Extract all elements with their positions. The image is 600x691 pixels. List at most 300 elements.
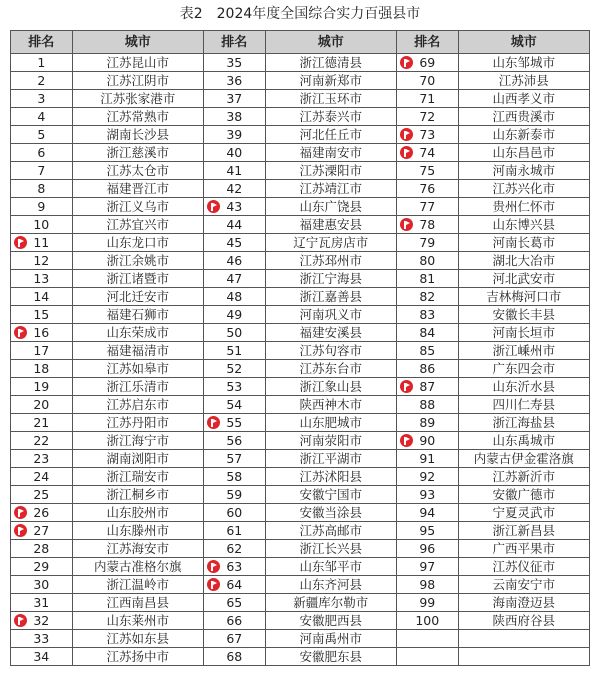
table-row — [11, 576, 590, 594]
city-cell: 江苏高邮市 — [265, 522, 396, 540]
rank-cell — [11, 576, 73, 594]
rank-value: 83 — [419, 307, 436, 322]
rank-value: 50 — [226, 325, 243, 340]
rank-value: 100 — [415, 613, 440, 628]
table-row — [11, 180, 590, 198]
table-row — [11, 378, 590, 396]
rank-value: 92 — [419, 469, 436, 484]
rank-value: 6 — [37, 145, 46, 160]
rank-value: 12 — [33, 253, 50, 268]
rank-cell — [203, 216, 265, 234]
city-cell: 福建惠安县 — [265, 216, 396, 234]
city-cell: 江苏扬中市 — [72, 648, 203, 666]
rank-cell — [11, 144, 73, 162]
table-row — [11, 612, 590, 630]
city-cell: 安徽肥东县 — [265, 648, 396, 666]
rank-cell — [203, 612, 265, 630]
table-row — [11, 252, 590, 270]
rank-cell — [11, 324, 73, 342]
city-cell: 河南新郑市 — [265, 72, 396, 90]
rank-cell — [396, 450, 458, 468]
city-cell: 陕西府谷县 — [458, 612, 589, 630]
rank-cell — [396, 486, 458, 504]
city-cell: 福建安溪县 — [265, 324, 396, 342]
city-cell: 内蒙古伊金霍洛旗 — [458, 450, 589, 468]
rank-value: 32 — [33, 613, 50, 628]
city-cell: 安徽广德市 — [458, 486, 589, 504]
rank-cell — [11, 360, 73, 378]
rank-value: 20 — [33, 397, 50, 412]
rank-value: 76 — [419, 181, 436, 196]
city-cell: 河南长葛市 — [458, 234, 589, 252]
city-cell: 河北武安市 — [458, 270, 589, 288]
rank-cell — [396, 396, 458, 414]
rank-cell — [11, 270, 73, 288]
rank-value: 51 — [226, 343, 243, 358]
city-cell: 海南澄迈县 — [458, 594, 589, 612]
city-cell: 云南安宁市 — [458, 576, 589, 594]
city-cell: 江苏沛县 — [458, 72, 589, 90]
rank-cell — [11, 468, 73, 486]
city-cell: 贵州仁怀市 — [458, 198, 589, 216]
city-cell: 安徽宁国市 — [265, 486, 396, 504]
rank-value: 84 — [419, 325, 436, 340]
rank-cell — [396, 162, 458, 180]
rank-cell — [396, 468, 458, 486]
rank-value: 31 — [33, 595, 50, 610]
table-row — [11, 198, 590, 216]
city-cell: 河北迁安市 — [72, 288, 203, 306]
city-cell: 新疆库尔勒市 — [265, 594, 396, 612]
rank-value: 77 — [419, 199, 436, 214]
rank-value: 62 — [226, 541, 243, 556]
city-cell: 河南荥阳市 — [265, 432, 396, 450]
rank-value: 34 — [33, 649, 50, 664]
city-cell: 浙江义乌市 — [72, 198, 203, 216]
rank-value: 17 — [33, 343, 50, 358]
rank-cell — [203, 234, 265, 252]
rank-value: 49 — [226, 307, 243, 322]
rank-cell — [396, 180, 458, 198]
city-cell: 浙江平湖市 — [265, 450, 396, 468]
table-row — [11, 414, 590, 432]
city-cell: 浙江玉环市 — [265, 90, 396, 108]
rank-value: 7 — [37, 163, 46, 178]
rank-value: 25 — [33, 487, 50, 502]
city-cell: 浙江德清县 — [265, 54, 396, 72]
city-cell: 安徽肥西县 — [265, 612, 396, 630]
city-cell — [458, 630, 589, 648]
rank-value: 48 — [226, 289, 243, 304]
city-cell: 山东荣成市 — [72, 324, 203, 342]
rank-cell — [11, 90, 73, 108]
rank-value: 37 — [226, 91, 243, 106]
rank-value: 69 — [419, 55, 436, 70]
rank-cell — [11, 108, 73, 126]
rank-cell — [11, 342, 73, 360]
rank-cell — [396, 54, 458, 72]
city-cell: 山东新泰市 — [458, 126, 589, 144]
rank-cell — [203, 432, 265, 450]
rank-value: 4 — [37, 109, 46, 124]
city-cell: 吉林梅河口市 — [458, 288, 589, 306]
table-header — [11, 31, 590, 54]
table-row — [11, 450, 590, 468]
rank-cell — [203, 540, 265, 558]
rank-cell — [11, 558, 73, 576]
rank-cell — [11, 234, 73, 252]
rank-value: 97 — [419, 559, 436, 574]
city-cell: 山东博兴县 — [458, 216, 589, 234]
rank-cell — [11, 648, 73, 666]
rank-cell — [11, 522, 73, 540]
city-cell: 江苏海安市 — [72, 540, 203, 558]
rank-cell — [396, 324, 458, 342]
table-body — [11, 54, 590, 666]
city-cell: 浙江长兴县 — [265, 540, 396, 558]
red-flag-marker-icon — [400, 56, 413, 69]
city-cell: 浙江宁海县 — [265, 270, 396, 288]
rank-value: 30 — [33, 577, 50, 592]
city-cell: 山东广饶县 — [265, 198, 396, 216]
rank-cell — [11, 414, 73, 432]
rank-cell — [203, 450, 265, 468]
rank-value: 14 — [33, 289, 50, 304]
rank-cell — [11, 198, 73, 216]
city-cell — [458, 648, 589, 666]
rank-cell — [203, 396, 265, 414]
rank-cell — [203, 594, 265, 612]
rank-cell — [203, 126, 265, 144]
rank-value: 35 — [226, 55, 243, 70]
city-cell: 山东莱州市 — [72, 612, 203, 630]
rank-value: 45 — [226, 235, 243, 250]
red-flag-marker-icon — [14, 524, 27, 537]
table-row — [11, 468, 590, 486]
rank-value: 70 — [419, 73, 436, 88]
rank-cell — [203, 414, 265, 432]
city-cell: 江苏东台市 — [265, 360, 396, 378]
red-flag-marker-icon — [207, 200, 220, 213]
rank-value: 21 — [33, 415, 50, 430]
city-cell: 山东龙口市 — [72, 234, 203, 252]
table-row — [11, 324, 590, 342]
city-cell: 江苏昆山市 — [72, 54, 203, 72]
city-cell: 浙江海宁市 — [72, 432, 203, 450]
rank-cell — [203, 468, 265, 486]
rank-value: 16 — [33, 325, 50, 340]
rank-cell — [11, 288, 73, 306]
city-cell: 江苏如东县 — [72, 630, 203, 648]
rank-cell — [203, 324, 265, 342]
rank-value: 13 — [33, 271, 50, 286]
rank-cell — [203, 288, 265, 306]
red-flag-marker-icon — [400, 128, 413, 141]
rank-value: 66 — [226, 613, 243, 628]
rank-value: 40 — [226, 145, 243, 160]
header-city: 城市 — [458, 31, 589, 54]
city-cell: 山东沂水县 — [458, 378, 589, 396]
table-row — [11, 432, 590, 450]
rank-cell — [203, 198, 265, 216]
rank-value: 10 — [33, 217, 50, 232]
rank-value: 82 — [419, 289, 436, 304]
header-rank: 排名 — [396, 31, 458, 54]
red-flag-marker-icon — [207, 578, 220, 591]
city-cell: 江苏泰兴市 — [265, 108, 396, 126]
city-cell: 浙江瑞安市 — [72, 468, 203, 486]
city-cell: 浙江乐清市 — [72, 378, 203, 396]
city-cell: 山东邹平市 — [265, 558, 396, 576]
table-row — [11, 630, 590, 648]
red-flag-marker-icon — [400, 146, 413, 159]
rank-value: 33 — [33, 631, 50, 646]
city-cell: 江苏丹阳市 — [72, 414, 203, 432]
city-cell: 福建石狮市 — [72, 306, 203, 324]
rank-value: 78 — [419, 217, 436, 232]
header-rank: 排名 — [11, 31, 73, 54]
rank-value: 19 — [33, 379, 50, 394]
rank-cell — [396, 252, 458, 270]
rank-cell — [11, 306, 73, 324]
rank-cell — [396, 432, 458, 450]
rank-cell — [11, 126, 73, 144]
rank-value: 1 — [37, 55, 46, 70]
rank-value: 27 — [33, 523, 50, 538]
rank-cell — [11, 450, 73, 468]
city-cell: 湖南浏阳市 — [72, 450, 203, 468]
city-cell: 山东邹城市 — [458, 54, 589, 72]
city-cell: 山东禹城市 — [458, 432, 589, 450]
city-cell: 江苏新沂市 — [458, 468, 589, 486]
rank-cell — [396, 612, 458, 630]
rank-value: 80 — [419, 253, 436, 268]
rank-cell — [203, 630, 265, 648]
city-cell: 陕西神木市 — [265, 396, 396, 414]
rank-cell — [203, 306, 265, 324]
rank-cell — [396, 342, 458, 360]
rank-cell — [11, 252, 73, 270]
red-flag-marker-icon — [400, 434, 413, 447]
city-cell: 广东四会市 — [458, 360, 589, 378]
city-cell: 河南长垣市 — [458, 324, 589, 342]
city-cell: 山东齐河县 — [265, 576, 396, 594]
header-city: 城市 — [265, 31, 396, 54]
rank-cell — [203, 144, 265, 162]
rank-cell — [396, 594, 458, 612]
rank-value: 24 — [33, 469, 50, 484]
rank-cell — [11, 216, 73, 234]
rank-cell — [396, 558, 458, 576]
city-cell: 江苏邳州市 — [265, 252, 396, 270]
city-cell: 浙江诸暨市 — [72, 270, 203, 288]
table-row — [11, 144, 590, 162]
table-row — [11, 216, 590, 234]
rank-value: 87 — [419, 379, 436, 394]
city-cell: 浙江余姚市 — [72, 252, 203, 270]
rank-cell — [396, 378, 458, 396]
city-cell: 湖南长沙县 — [72, 126, 203, 144]
rank-cell — [11, 54, 73, 72]
rank-value: 58 — [226, 469, 243, 484]
city-cell: 浙江桐乡市 — [72, 486, 203, 504]
city-cell: 江苏靖江市 — [265, 180, 396, 198]
rank-value: 91 — [419, 451, 436, 466]
table-caption: 表2 2024年度全国综合实力百强县市 — [179, 6, 421, 22]
city-cell: 江西贵溪市 — [458, 108, 589, 126]
city-cell: 河南巩义市 — [265, 306, 396, 324]
city-cell: 江苏兴化市 — [458, 180, 589, 198]
red-flag-marker-icon — [14, 326, 27, 339]
rank-value: 55 — [226, 415, 243, 430]
rank-value: 5 — [37, 127, 46, 142]
rank-cell — [203, 162, 265, 180]
rank-value: 96 — [419, 541, 436, 556]
city-cell: 河南禹州市 — [265, 630, 396, 648]
rank-cell — [11, 72, 73, 90]
rank-value: 95 — [419, 523, 436, 538]
city-cell: 江苏句容市 — [265, 342, 396, 360]
table-row — [11, 162, 590, 180]
red-flag-marker-icon — [207, 560, 220, 573]
table-row — [11, 396, 590, 414]
rank-value: 60 — [226, 505, 243, 520]
rank-value: 41 — [226, 163, 243, 178]
city-cell: 江苏仪征市 — [458, 558, 589, 576]
table-row — [11, 558, 590, 576]
rank-value: 65 — [226, 595, 243, 610]
rank-value: 3 — [37, 91, 46, 106]
rank-value: 63 — [226, 559, 243, 574]
red-flag-marker-icon — [14, 236, 27, 249]
rank-cell — [396, 288, 458, 306]
rank-value: 90 — [419, 433, 436, 448]
rank-cell — [396, 306, 458, 324]
rank-value: 86 — [419, 361, 436, 376]
rank-cell — [11, 396, 73, 414]
rank-value: 53 — [226, 379, 243, 394]
rank-value: 88 — [419, 397, 436, 412]
rank-value: 89 — [419, 415, 436, 430]
table-row — [11, 360, 590, 378]
rank-cell — [203, 180, 265, 198]
red-flag-marker-icon — [400, 380, 413, 393]
rank-cell — [396, 126, 458, 144]
rank-cell — [203, 252, 265, 270]
rank-cell — [11, 180, 73, 198]
rank-value: 43 — [226, 199, 243, 214]
rank-cell — [11, 432, 73, 450]
city-cell: 江苏江阴市 — [72, 72, 203, 90]
table-row — [11, 54, 590, 72]
rank-value: 59 — [226, 487, 243, 502]
rank-cell — [396, 198, 458, 216]
city-cell: 浙江海盐县 — [458, 414, 589, 432]
rank-value: 29 — [33, 559, 50, 574]
rank-value: 61 — [226, 523, 243, 538]
city-cell: 宁夏灵武市 — [458, 504, 589, 522]
rank-value: 15 — [33, 307, 50, 322]
table-row — [11, 594, 590, 612]
rank-value: 26 — [33, 505, 50, 520]
table-row — [11, 72, 590, 90]
rank-cell — [396, 522, 458, 540]
city-cell: 四川仁寿县 — [458, 396, 589, 414]
rank-value: 75 — [419, 163, 436, 178]
red-flag-marker-icon — [14, 614, 27, 627]
table-row — [11, 126, 590, 144]
city-cell: 江苏如皋市 — [72, 360, 203, 378]
rank-cell — [203, 342, 265, 360]
rank-cell — [203, 504, 265, 522]
city-cell: 浙江新昌县 — [458, 522, 589, 540]
rank-value: 28 — [33, 541, 50, 556]
rank-value: 68 — [226, 649, 243, 664]
rank-cell — [396, 576, 458, 594]
rank-value: 18 — [33, 361, 50, 376]
city-cell: 湖北大冶市 — [458, 252, 589, 270]
rank-value: 47 — [226, 271, 243, 286]
city-cell: 江苏常熟市 — [72, 108, 203, 126]
city-cell: 河南永城市 — [458, 162, 589, 180]
rank-value: 22 — [33, 433, 50, 448]
rank-cell — [396, 90, 458, 108]
ranking-table — [10, 30, 590, 666]
rank-cell — [203, 486, 265, 504]
rank-cell — [396, 414, 458, 432]
city-cell: 江苏宜兴市 — [72, 216, 203, 234]
city-cell: 广西平果市 — [458, 540, 589, 558]
rank-cell — [396, 72, 458, 90]
rank-value: 72 — [419, 109, 436, 124]
rank-cell — [396, 216, 458, 234]
rank-value: 46 — [226, 253, 243, 268]
city-cell: 山东胶州市 — [72, 504, 203, 522]
rank-cell — [11, 612, 73, 630]
rank-cell — [203, 54, 265, 72]
city-cell: 浙江慈溪市 — [72, 144, 203, 162]
city-cell: 浙江嵊州市 — [458, 342, 589, 360]
city-cell: 山东肥城市 — [265, 414, 396, 432]
city-cell: 江苏沭阳县 — [265, 468, 396, 486]
rank-value: 67 — [226, 631, 243, 646]
rank-value: 44 — [226, 217, 243, 232]
red-flag-marker-icon — [400, 218, 413, 231]
table-row — [11, 90, 590, 108]
rank-cell — [203, 90, 265, 108]
rank-value: 52 — [226, 361, 243, 376]
rank-cell — [396, 234, 458, 252]
rank-cell — [11, 378, 73, 396]
rank-cell — [396, 540, 458, 558]
rank-cell — [396, 108, 458, 126]
rank-value: 23 — [33, 451, 50, 466]
rank-value: 11 — [33, 235, 50, 250]
rank-value: 38 — [226, 109, 243, 124]
rank-cell — [203, 576, 265, 594]
rank-cell — [11, 504, 73, 522]
rank-cell — [396, 504, 458, 522]
rank-value: 79 — [419, 235, 436, 250]
rank-cell — [203, 72, 265, 90]
rank-cell — [11, 540, 73, 558]
rank-value: 56 — [226, 433, 243, 448]
rank-value: 54 — [226, 397, 243, 412]
rank-cell — [396, 144, 458, 162]
rank-cell — [396, 648, 458, 666]
city-cell: 江苏启东市 — [72, 396, 203, 414]
rank-value: 81 — [419, 271, 436, 286]
